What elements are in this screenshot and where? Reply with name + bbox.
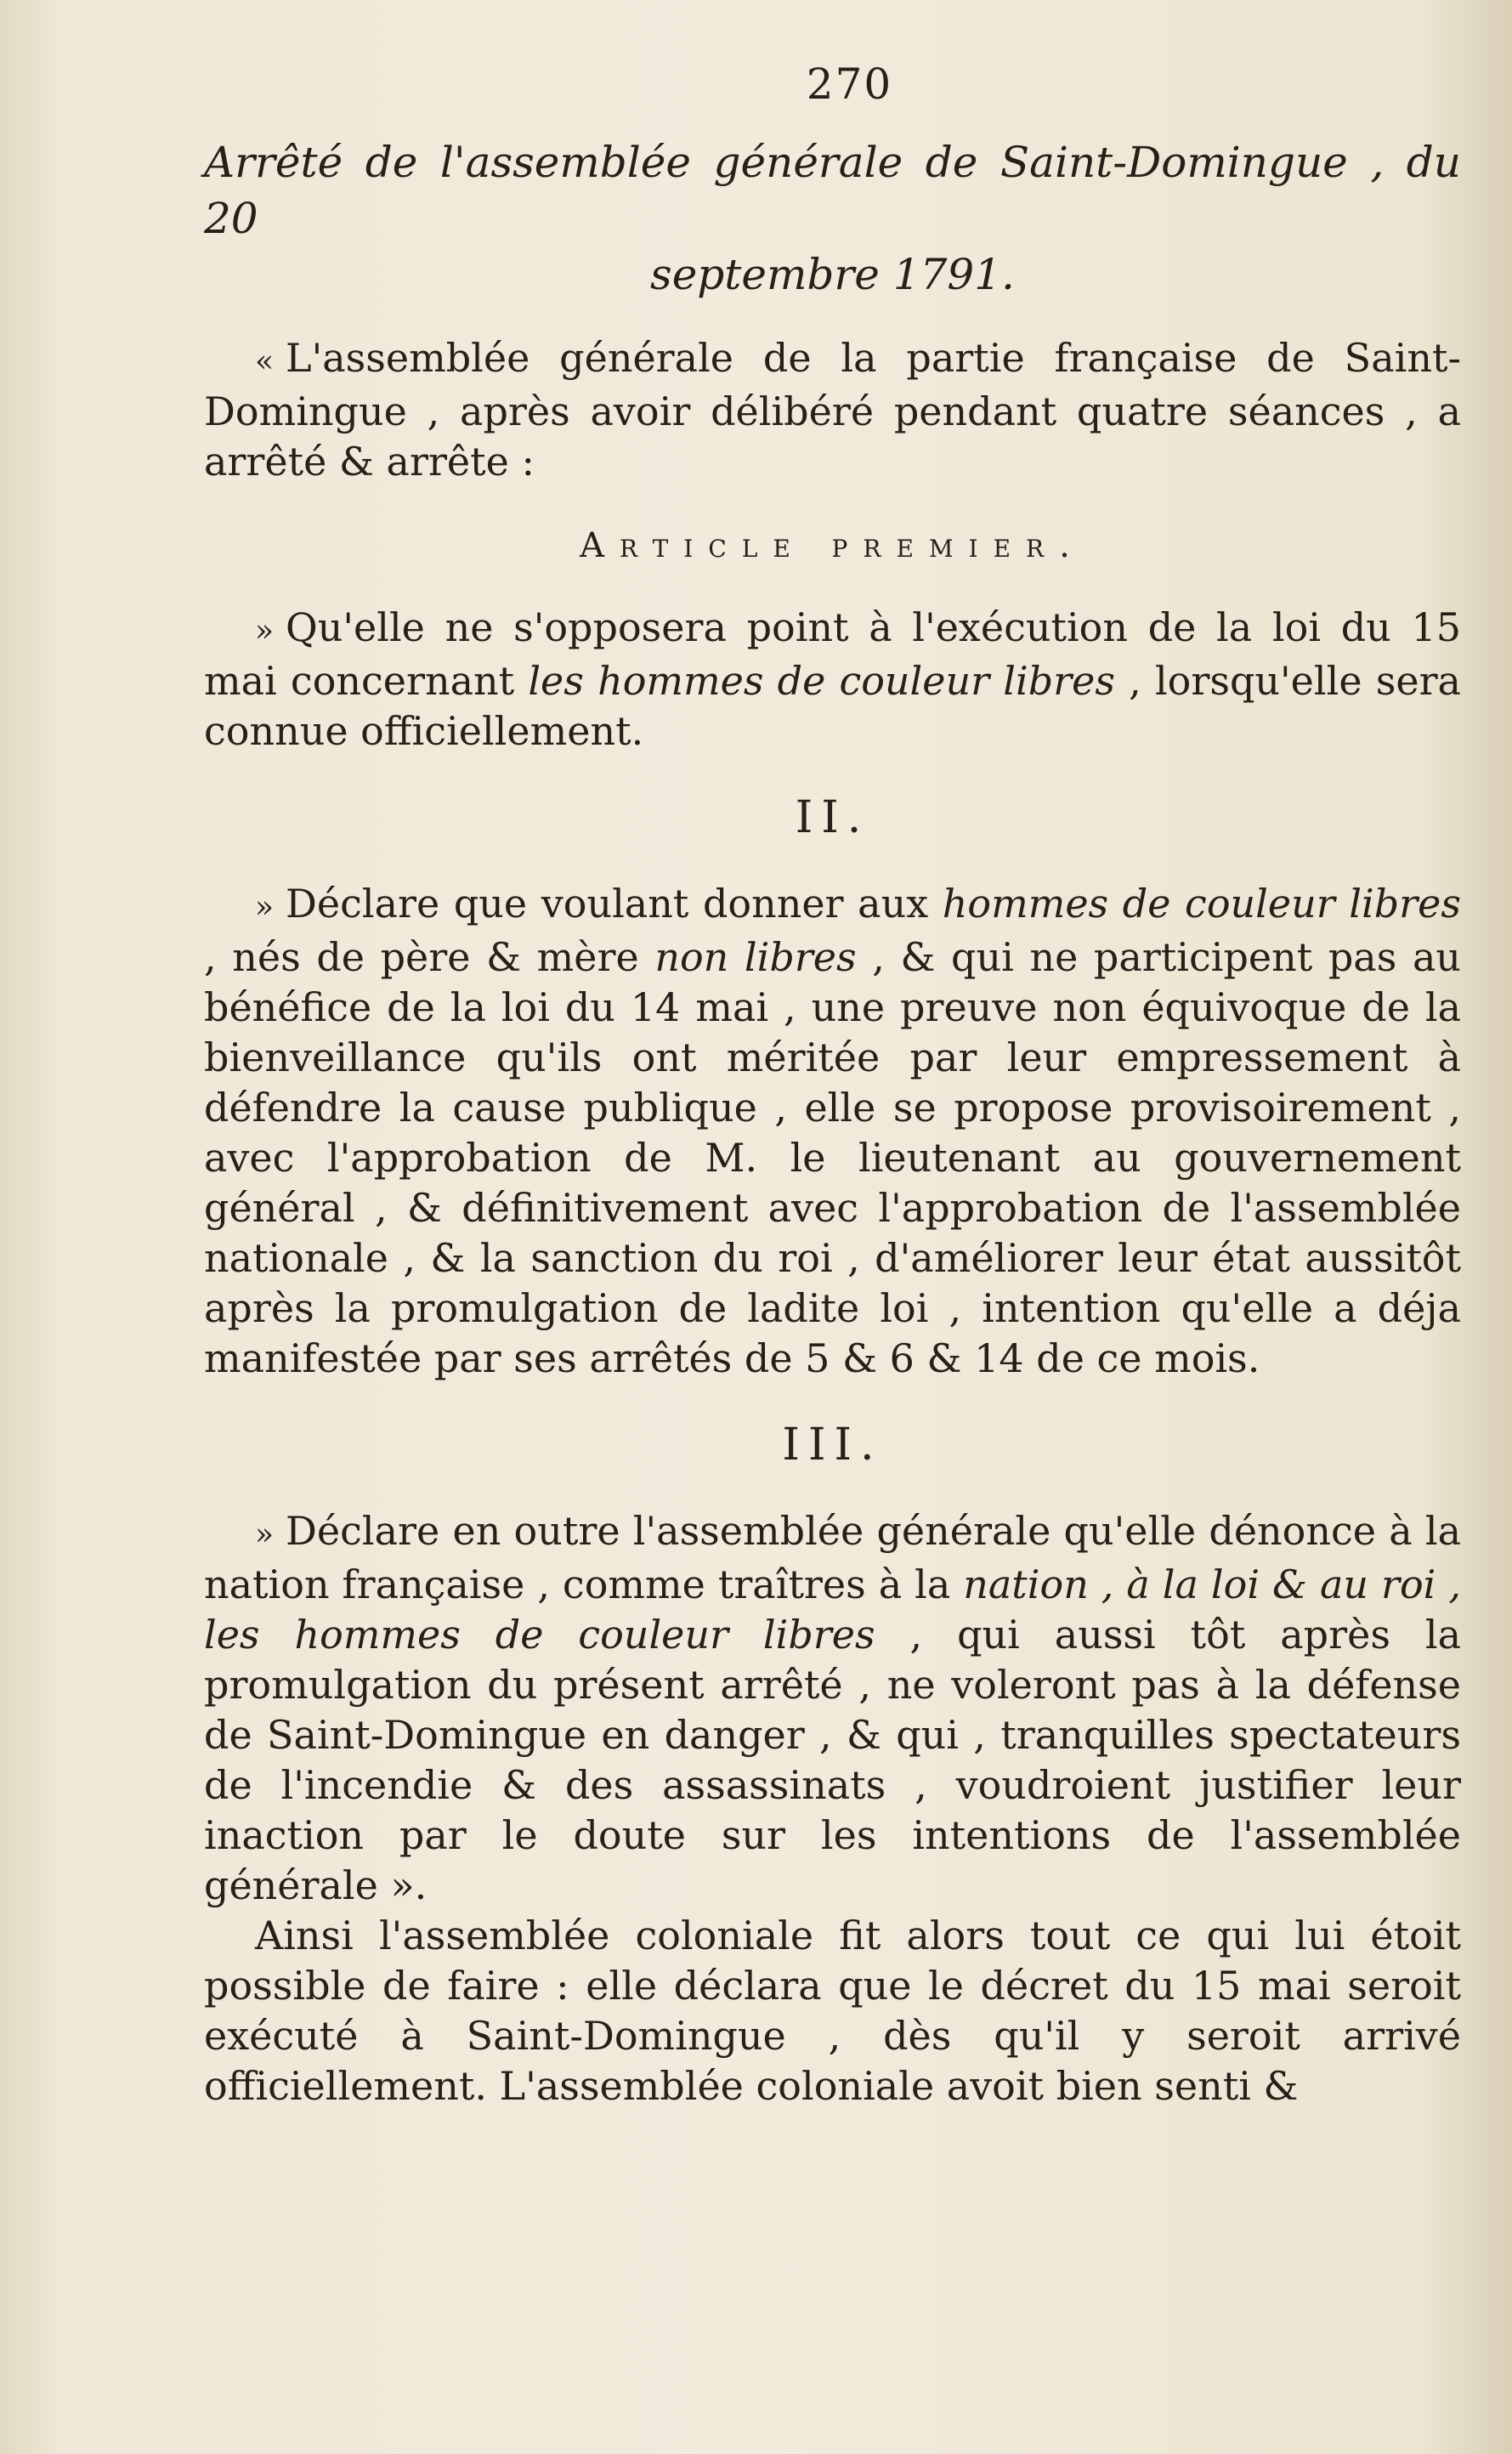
- decree-heading: [204, 134, 1461, 303]
- article-premier-text-1: Qu'elle ne s'opposera point à l'exécution de la loi du 15 mai concernant: [204, 604, 1461, 704]
- quote-mark: »: [255, 614, 275, 649]
- heading-line-2: septembre 1791.: [650, 250, 1015, 299]
- article-premier-text-2: , lorsqu'elle sera connue officiellement.: [204, 658, 1461, 754]
- quote-mark: »: [255, 890, 275, 925]
- article-3-text-1: Déclare en outre l'assemblée générale qu'elle dénonce à la nation française , comme traîtres à la: [204, 1508, 1461, 1607]
- heading-line-1: Arrêté de l'assemblée générale de Saint-Domingue , du 20: [204, 138, 1461, 243]
- article-3-paragraph: [204, 1506, 1461, 1911]
- article-premier-paragraph: [204, 603, 1461, 757]
- article-3-numeral: III.: [782, 1420, 883, 1471]
- article-2-text-2: , nés de père & mère: [204, 934, 655, 980]
- article-2-italic-1: hommes de couleur libres: [942, 881, 1461, 927]
- article-2-text-3: , & qui ne participent pas au bénéfice de la loi du 14 mai , une preuve non équivoque de la bienveillance qu'ils ont méritée par leur empressement à défendre la cause publique , elle se propose provisoirement , avec l'approbation de M. le lieutenant au gouvernement général , & définitivement avec l'approbation de l'assemblée nationale , & la sanction du roi , d'améliorer leur état aussitôt après la promulgation de ladite loi , intention qu'elle a déja manifestée par ses arrêtés de 5 & 6 & 14 de ce mois.: [204, 934, 1462, 1381]
- closing-paragraph: Ainsi l'assemblée coloniale fit alors tout ce qui lui étoit possible de faire : elle déclara que le décret du 15 mai seroit exécuté à Saint-Domingue , dès qu'il y seroit arrivé officiellement. L'assemblée coloniale avoit bien senti &: [204, 1913, 1461, 2109]
- article-3-italic: nation , à la loi & au roi , les hommes de couleur libres: [204, 1561, 1461, 1658]
- article-2-numeral: II.: [795, 792, 870, 843]
- article-2-text-1: Déclare que voulant donner aux: [286, 881, 943, 927]
- article-premier-title: Article premier.: [580, 526, 1085, 565]
- intro-text: L'assemblée générale de la partie française de Saint-Domingue , après avoir délibéré pendant quatre séances , a arrêté & arrête :: [204, 335, 1461, 485]
- article-premier-italic: les hommes de couleur libres: [528, 658, 1115, 704]
- quote-mark: »: [255, 1517, 275, 1552]
- page-number: 270: [806, 60, 893, 109]
- article-2-italic-2: non libres: [654, 934, 857, 980]
- article-3-text-2: , qui aussi tôt après la promulgation du présent arrêté , ne voleront pas à la défense de Saint-Domingue en danger , & qui , tranquilles spectateurs de l'incendie & des assassinats , voudroient justifier leur inaction par le doute sur les intentions de l'assemblée générale ».: [204, 1612, 1461, 1908]
- opening-quote-mark: «: [255, 344, 275, 379]
- intro-paragraph: [204, 333, 1461, 487]
- article-2-paragraph: [204, 879, 1461, 1384]
